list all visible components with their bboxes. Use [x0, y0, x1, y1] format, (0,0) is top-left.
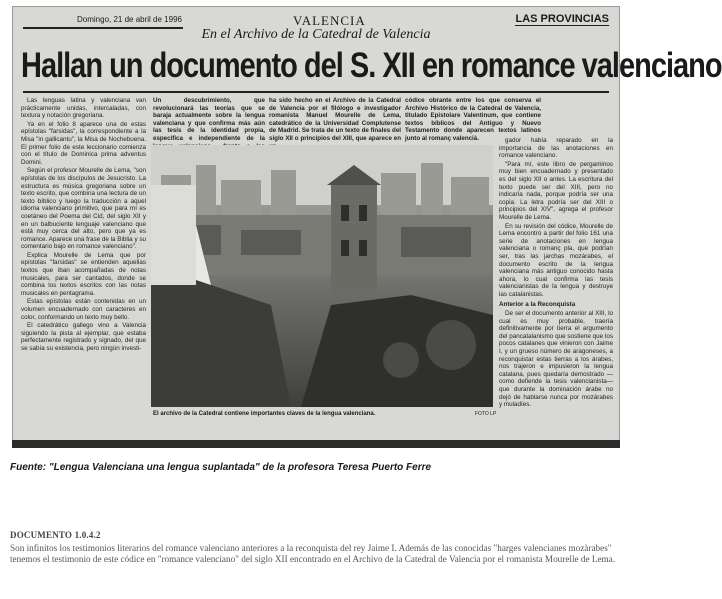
cathedral-rooftops-image: [151, 145, 493, 407]
left-paragraph: Explica Mourelle de Lema que por epístolas "farsidas" se entienden aquellas textos que iban acompañadas de notas musicales, para ser cantados, donde se combina los textos escritos con las notas musicales en pentagrama.: [21, 251, 146, 297]
left-paragraph: Ya en el folio 8 aparece una de estas epístolas "farsidas", la correspondiente a la Misa "in gallicantu", la Misa de Nochebuena. El primer folio de este leccionario comienza con el título de Dominica prima adventus Domini.: [21, 120, 146, 166]
lead-column-3: códice obrante entre los que conserva el Archivo Histórico de la Catedral de Valencia, titulado Epistolare Valentinum, que contiene textos bíblicos del Antiguo y Nuevo Testamento donde aparecen textos latinos junto al romanç valencià.: [405, 97, 541, 142]
newspaper-name: LAS PROVINCIAS: [515, 13, 609, 25]
left-paragraph: El catedrático gallego vino a Valencia siguiendo la pista al ejemplar, que estaba perfectamente registrado y signado, del que se sabía su existencia, pero ningún investi-: [21, 322, 146, 352]
left-paragraph: Estas epístolas están contenidas en un volumen encuadernado con caracteres en color, conformando un texto muy bello.: [21, 298, 146, 321]
newspaper-clipping: [12, 6, 722, 446]
article-subtitle: En el Archivo de la Catedral de Valencia: [201, 27, 431, 42]
headline-rule: [23, 91, 609, 93]
left-paragraph: Según el profesor Mourelle de Lema, "son epístolas de los discípulos de Jesucristo. La estructura es música gregoriana sobre un texto escrito, que combina una lectura de un texto bíblico y luego la traducción a aquel idioma valenciano primitivo, que para mí es coetáneo del Poema del Cid, del siglo XII y en un balbuciente lenguaje valenciano que está muy cerca del alto, pero que ya es romance. Aparece una frase de la Biblia y su comentario bajo en romance valenciano".: [21, 167, 146, 251]
document-number: DOCUMENTO 1.0.4.2: [10, 530, 101, 540]
left-text-column: [21, 97, 146, 432]
photo-credit: FOTO LP: [475, 411, 497, 417]
right-text-column: [499, 137, 613, 432]
left-paragraph: Las lenguas latina y valenciana van prácticamente unidas, intercaladas, con textura y notación gregoriana.: [21, 97, 146, 120]
document-body: Son infinitos los testimonios literarios del romance valenciano anteriores a la reconquista del rey Jaime I. Además de las conocidas "harges valencianes mozàrabes" tenemos el testimonio de este códice en "romance valenciano" del siglo XII encontrado en el Archivo de la Catedral de Valencia por el romanista Mourelle de Lema.: [10, 543, 616, 565]
right-paragraph: De ser el documento anterior al XIII, lo cual es muy probable, traería definitivamente por tierra el argumento del pancatalanismo que sostiene que los pocos catalanes que vinieron con Jaime I, y un grueso número de aragoneses, a reconquistar estas tierras a los árabes, nos trajeron e impusieron la lengua catalana, pues quedaría demostrado —como defiende la tesis valencianista— que durante la dominación árabe no dejó de hablarse nunca por mozárabes y muladíes.: [499, 310, 613, 409]
article-headline: Hallan un documento del S. XII en romance valenciano: [21, 47, 722, 86]
right-paragraph: En su revisión del códice, Mourelle de Lema encontró a partir del folio 161 una serie de anotaciones en lengua valenciana o romanç pla, que podrían ser, tras las jarchas mozárabes, el documento escrito de la lengua valenciana más antiguo conocido hasta ahora, lo cual confirma las tesis valencianistas de la lengua y destruye las catalanistas.: [499, 222, 613, 298]
issue-date: Domingo, 21 de abril de 1996: [77, 15, 182, 24]
photo-caption: El archivo de la Catedral contiene importantes claves de la lengua valenciana.: [153, 411, 376, 417]
cathedral-photo: [151, 145, 493, 407]
clipping-bottom-border: [12, 440, 620, 448]
masthead: [23, 13, 609, 27]
source-note: Fuente: "Lengua Valenciana una lengua suplantada" de la profesora Teresa Puerto Ferre: [10, 462, 432, 473]
section-label: VALENCIA: [293, 13, 366, 28]
lead-column-2: ha sido hecho en el Archivo de la Catedral de Valencia por el filólogo e investigador romanista Manuel Mourelle de Lema, catedrático de la Universidad Complutense de Madrid. Se trata de un texto de finales del siglo XII o principios del XIII, que aparece en: [269, 97, 401, 142]
right-paragraph: "Para mí, este libro de pergaminos muy bien encuadernado y presentado es del siglo XII o antes. La escritura del texto puede ser del XIII, pero no indicaría nada, porque podría ser una copia. La letra podría ser del XIII o principios del XIV", agrega el profesor Mourelle de Lema.: [499, 160, 613, 221]
lead-column-1: Un descubrimiento, que revolucionará las teorías que se baraja actualmente sobre la lengua valenciana y que confirma más aún las tesis de la identidad propia, específica e independiente de la: [153, 97, 265, 142]
right-subheading: Anterior a la Reconquista: [499, 301, 576, 309]
right-paragraph: gador había reparado en la importancia de las anotaciones en romance valenciano.: [499, 137, 613, 160]
